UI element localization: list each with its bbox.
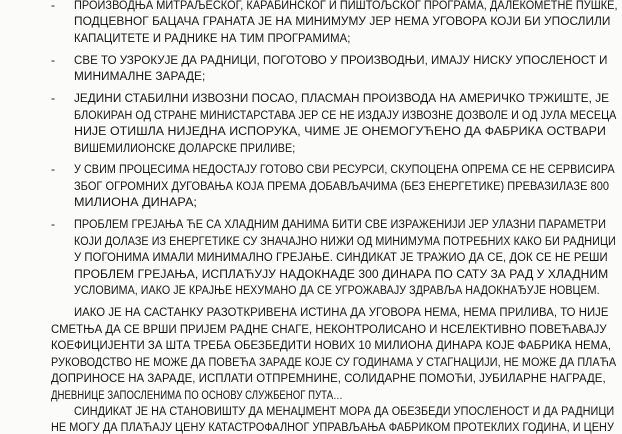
text-line: ПОДЦЕВНОГ БАЦАЧА ГРАНАТА ЈЕ НА МИНИМУМУ ЈЕР НЕМА УГОВОРА КОЈИ БИ УПОСЛИЛИ xyxy=(74,14,611,28)
text-line: УСЛОВИМА, ИАКО ЈЕ КРАЈЊЕ НЕХУМАНО ДА СЕ УГРОЖАВАЈУ ЗДРАВЉА НАДОКНАЂУЈЕ НОВЦЕМ. xyxy=(74,283,600,297)
text-line: МИНИМАЛНЕ ЗАРАДЕ; xyxy=(74,69,206,83)
text-line: ИАКО ЈЕ НА САСТАНКУ РАЗОТКРИВЕНА ИСТИНА ДА УГОВОРА НЕМА, НЕМА ПРИЛИВА, ТО НИЈЕ xyxy=(74,305,609,319)
text-line: МИЛИОНА ДИНАРА; xyxy=(74,195,197,209)
text-line: НЕ МОГУ ДА ПЛАЋАЈУ ЦЕНУ КАТАСТРОФАЛНОГ УПРАВЉАЊА ФАБРИКОМ ПРОТЕКЛИХ ГОДИНА, И ЦЕНУ xyxy=(51,420,614,434)
text-line: КОЈИ ДОЛАЗЕ ИЗ ЕНЕРГЕТИКЕ СУ ЗНАЧАЈНО НИЖИ ОД МИНИМУМА ПОТРЕБНИХ КАКО БИ РАДНИЦИ xyxy=(74,234,616,248)
text-line: КАПАЦИТЕТЕ И РАДНИКЕ НА ТИМ ПРОГРАМИМА; xyxy=(74,31,351,45)
text-line: У СВИМ ПРОЦЕСИМА НЕДОСТАЈУ ГОТОВО СВИ РЕСУРСИ, СКУПОЦЕНА ОПРЕМА СЕ НЕ СЕРВИСИРА xyxy=(74,162,615,176)
text-line: СИНДИКАТ ЈЕ НА СТАНОВИШТУ ДА МЕНАЏМЕНТ МОРА ДА ОБЕЗБЕДИ УПОСЛЕНОСТ И ДА РАДНИЦИ xyxy=(74,404,615,418)
text-line: У ПОГОНИМА ИМАЛИ МИНИМАЛНО ГРЕЈАЊЕ. СИНДИКАТ ЈЕ ТРАЖИО ДА СЕ, ДОК СЕ НЕ РЕШИ xyxy=(74,250,608,264)
bullet-dash: - xyxy=(51,53,56,67)
text-line: РУКОВОДСТВО НЕ МОЖЕ ДА ПОВЕЋА ЗАРАДЕ КОЈЕ СУ ГОДИНАМА У СТАГНАЦИЈИ, НЕ МОЖЕ ДА ПЛАЋА xyxy=(51,355,617,369)
text-line: БЛОКИРАН ОД СТРАНЕ МИНИСТАРСТАВА ЈЕР СЕ НЕ ИЗДАЈУ ИЗВОЗНЕ ДОЗВОЛЕ И ОД ЈУЛА МЕСЕЦА xyxy=(74,108,617,122)
bullet-dash: - xyxy=(51,0,56,12)
bullet-dash: - xyxy=(51,91,56,105)
text-line: ЗБОГ ОГРОМНИХ ДУГОВАЊА КОЈА ПРЕМА ДОБАВЉАЧИМА (БЕЗ ЕНЕРГЕТИКЕ) ПРЕВАЗИЛАЗЕ 800 xyxy=(74,179,610,193)
text-line: ПРОБЛЕМ ГРЕЈАЊА ЋЕ СА ХЛАДНИМ ДАНИМА БИТИ СВЕ ИЗРАЖЕНИЈИ ЈЕР УЛАЗНИ ПАРАМЕТРИ xyxy=(74,217,606,231)
bullet-dash: - xyxy=(51,162,56,176)
text-line: КОЕФИЦИЈЕНТИ ЗА ШТА ТРЕБА ОБЕЗБЕДИТИ НОВИХ 10 МИЛИОНА ДИНАРА КОЈЕ ФАБРИКА НЕМА, xyxy=(51,338,612,352)
text-line: СВЕ ТО УЗРОКУЈЕ ДА РАДНИЦИ, ПОГОТОВО У ПРОИЗВОДЊИ, ИМАЈУ НИСКУ УПОСЛЕНОСТ И xyxy=(74,53,608,67)
text-line: ДНЕВНИЦЕ ЗАПОСЛЕНИМА ПО ОСНОВУ СЛУЖБЕНОГ ПУТА… xyxy=(51,388,343,402)
text-line: ЈЕДИНИ СТАБИЛНИ ИЗВОЗНИ ПОСАО, ПЛАСМАН ПРОИЗВОДА НА АМЕРИЧКО ТРЖИШТЕ, ЈЕ xyxy=(74,91,610,105)
bullet-dash: - xyxy=(51,217,56,231)
text-line: ВИШЕМИЛИОНСКЕ ДОЛАРСКЕ ПРИЛИВЕ; xyxy=(74,141,296,155)
text-line: ДОПРИНОСЕ НА ЗАРАДЕ, ИСПЛАТИ ОТПРЕМНИНЕ, СОЛИДАРНЕ ПОМОЋИ, ЈУБИЛАРНЕ НАГРАДЕ, xyxy=(51,371,606,385)
text-line: НИЈЕ ОТИШЛА НИЈЕДНА ИСПОРУКА, ЧИМЕ ЈЕ ОНЕМОГУЋЕНО ДА ФАБРИКА ОСТВАРИ xyxy=(74,124,606,138)
text-line: ПРОИЗВОДЊА МИТРАЉЕСКОГ, КАРАБИНСКОГ И ПИШТОЉСКОГ ПРОГРАМА, ДАЛЕКОМЕТНЕ ПУШКЕ, xyxy=(74,0,618,12)
text-line: ПРОБЛЕМ ГРЕЈАЊА, ИСПЛАЋУЈУ НАДОКНАДЕ 300 ДИНАРА ПО САТУ ЗА РАД У ХЛАДНИМ xyxy=(74,267,609,281)
text-line: СМЕТЊА ДА СЕ ВРШИ ПРИЈЕМ РАДНЕ СНАГЕ, НЕКОНТРОЛИСАНО И НСЕЛЕКТИВНО ПОВЕЋАВАЈУ xyxy=(51,322,607,336)
